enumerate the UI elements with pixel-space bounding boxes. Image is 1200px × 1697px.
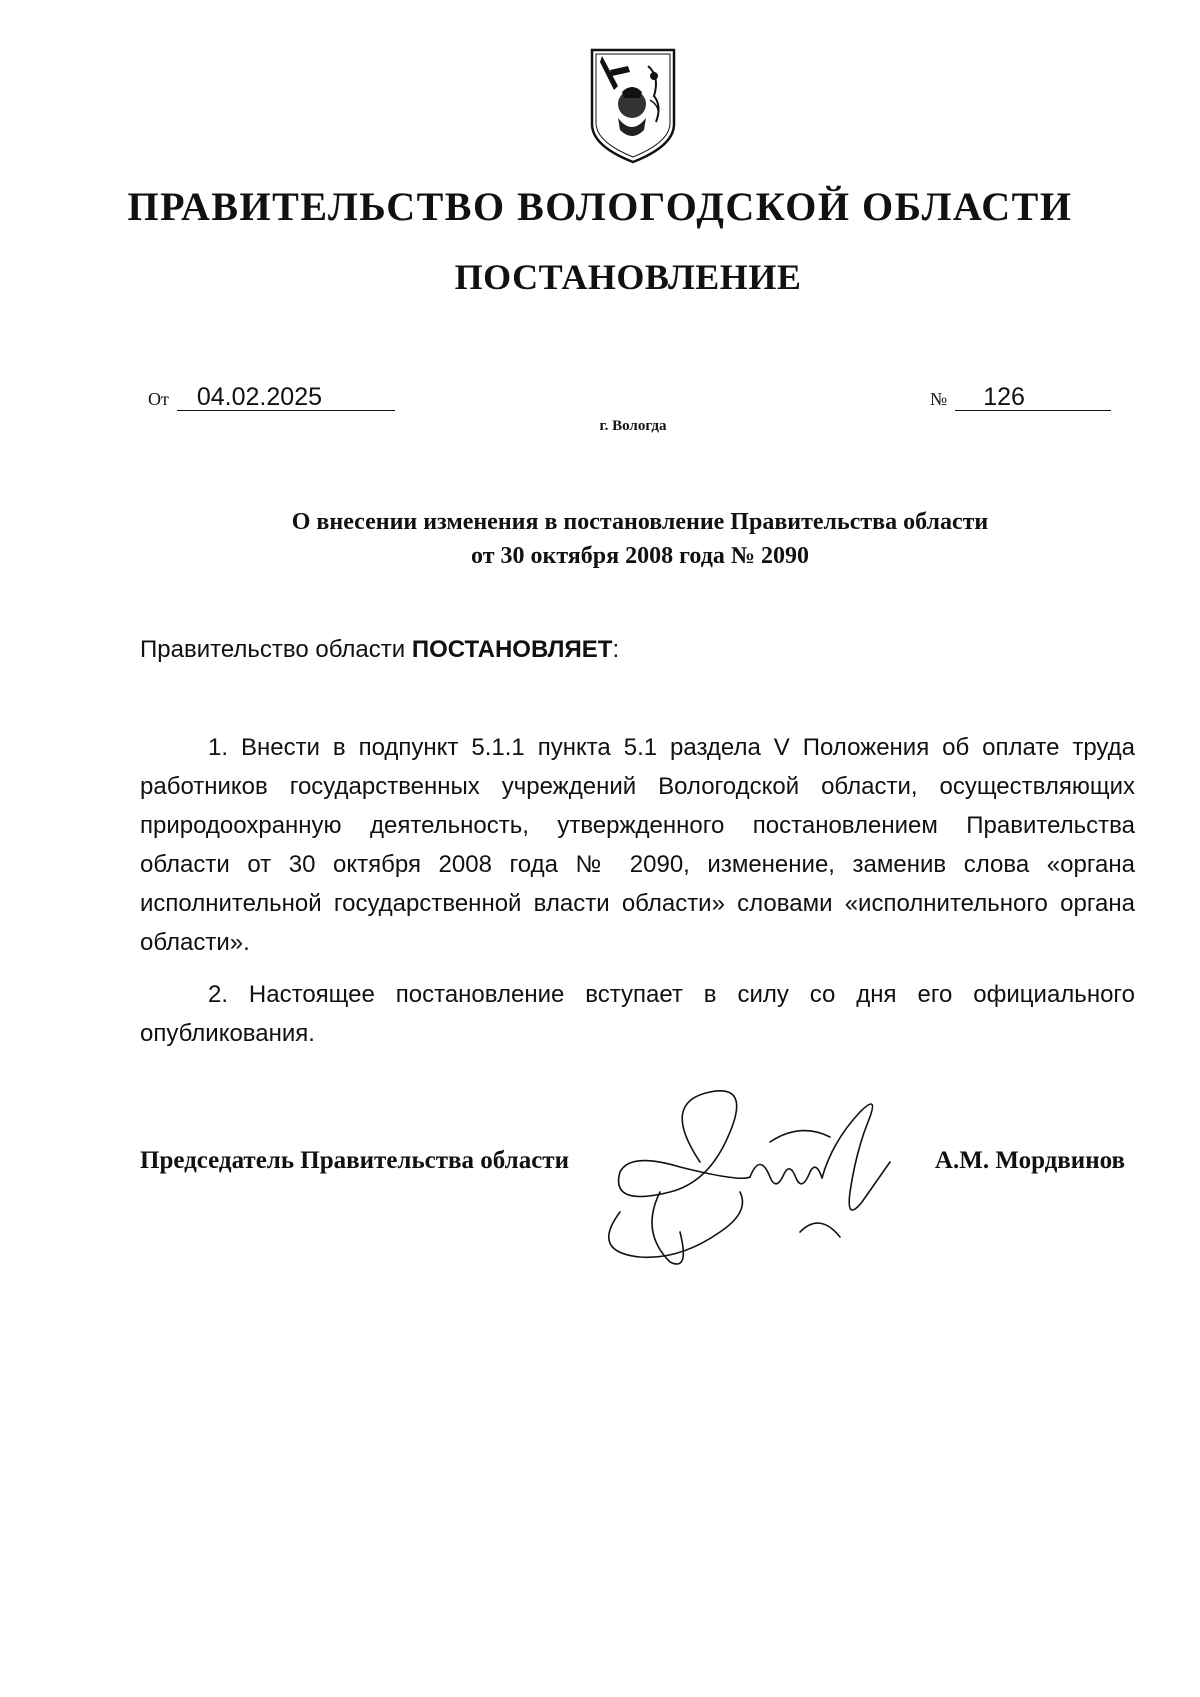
- organization-title: ПРАВИТЕЛЬСТВО ВОЛОГОДСКОЙ ОБЛАСТИ: [127, 184, 1073, 229]
- document-type-title: ПОСТАНОВЛЕНИЕ: [454, 257, 802, 297]
- decree-intro: [140, 630, 1135, 669]
- signer-name: А.М. Мордвинов: [934, 1147, 1125, 1174]
- city-label: г. Вологда: [599, 418, 667, 434]
- paragraph-2: 2. Настоящее постановление вступает в силу со дня его официального опубликования.: [140, 981, 1135, 1047]
- document-date: 04.02.2025: [177, 384, 395, 411]
- number-field: [930, 384, 1111, 411]
- intro-end: :: [612, 636, 620, 663]
- number-prefix: №: [930, 389, 948, 409]
- date-prefix: От: [148, 389, 169, 409]
- intro-bold-text: ПОСТАНОВЛЯЕТ: [411, 636, 613, 663]
- intro-text: Правительство области: [140, 636, 412, 663]
- subject-line-1: О внесении изменения в постановление Правительства области: [291, 509, 989, 535]
- coat-of-arms-icon: [588, 46, 678, 166]
- document-number: 126: [955, 384, 1111, 411]
- signer-position: Председатель Правительства области: [140, 1147, 569, 1174]
- subject-line-2: от 30 октября 2008 года № 2090: [471, 543, 809, 569]
- document-subject: [140, 505, 1140, 573]
- handwritten-signature: [600, 1082, 940, 1272]
- paragraph-1: 1. Внести в подпункт 5.1.1 пункта 5.1 раздела V Положения об оплате труда работников государственных учреждений Вологодской области, осуществляющих природоохранную деятельность, утвержденного постановлением Правительства области от 30 октября 2008 года № 2090, изменение, заменив слова «органа исполнительной государственной власти области» словами «исполнительного органа области».: [140, 734, 1135, 956]
- date-field: [148, 384, 395, 411]
